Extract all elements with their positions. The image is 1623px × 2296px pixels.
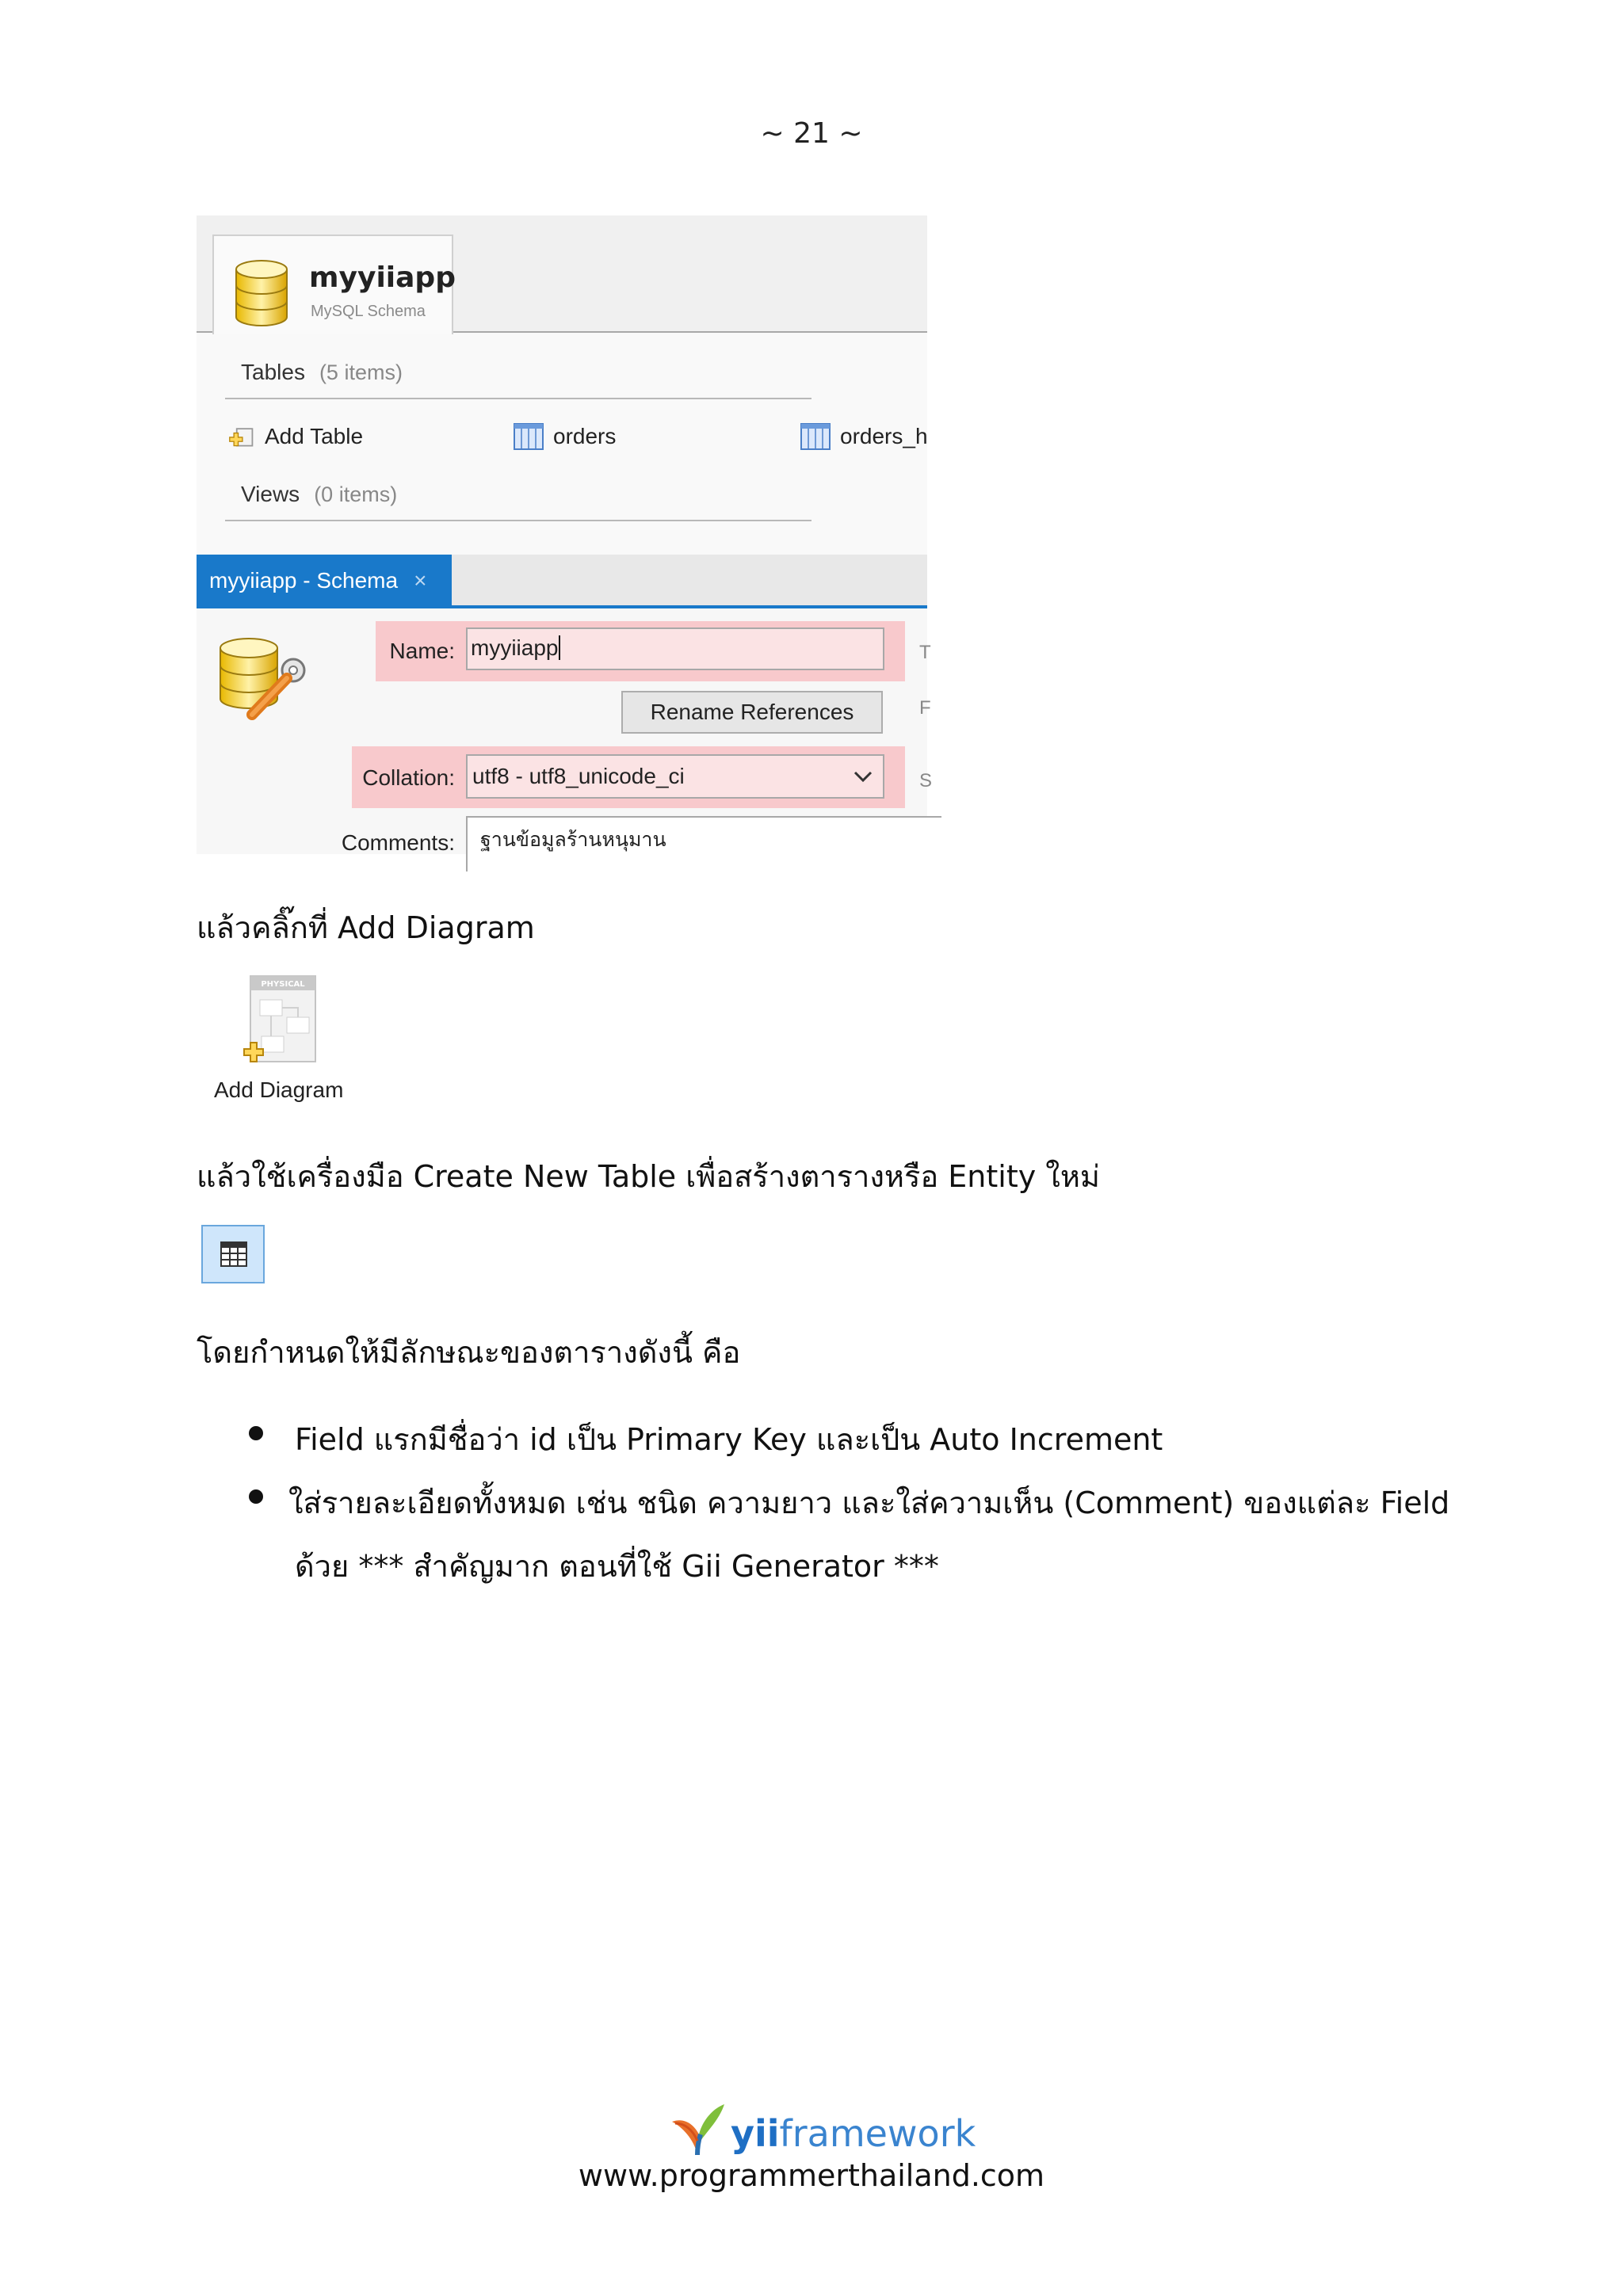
table-grid-icon <box>220 1241 247 1267</box>
divider <box>225 398 812 399</box>
comments-textarea[interactable] <box>466 816 941 871</box>
add-table-icon <box>228 423 255 450</box>
schema-settings-icon <box>214 635 312 727</box>
collation-label: Collation: <box>362 765 455 790</box>
views-count: (0 items) <box>314 482 398 506</box>
edge-letter: F <box>919 697 931 719</box>
table-item-orders[interactable] <box>514 423 616 450</box>
collation-value: utf8 - utf8_unicode_ci <box>472 764 685 788</box>
edge-letter: T <box>919 642 931 663</box>
add-diagram-icon[interactable] <box>242 976 317 1070</box>
diagram-thumb-caption: PHYSICAL <box>261 980 305 989</box>
tab-label: myyiiapp - Schema <box>209 568 399 593</box>
tables-section-header <box>241 360 403 385</box>
instruction-table-properties: โดยกำหนดให้มีลักษณะของตารางดังนี้ คือ <box>197 1335 741 1370</box>
table-icon <box>800 423 831 450</box>
chevron-down-icon <box>853 769 873 784</box>
tables-count: (5 items) <box>319 360 403 384</box>
views-label: Views <box>241 482 300 506</box>
name-label: Name: <box>389 639 455 663</box>
bullet-item: ใส่รายละเอียดทั้งหมด เช่น ชนิด ความยาว และใส่ความเห็น (Comment) ของแต่ละ Field <box>288 1486 1450 1520</box>
create-new-table-button[interactable] <box>201 1225 265 1283</box>
schema-tab[interactable] <box>212 235 456 334</box>
schema-subtitle: MySQL Schema <box>311 303 426 320</box>
table-icon <box>514 423 544 450</box>
table-label: orders <box>553 424 617 448</box>
schema-screenshot <box>197 215 933 855</box>
bullet-item-continuation: ด้วย *** สำคัญมาก ตอนที่ใช้ Gii Generator *** <box>295 1549 939 1584</box>
footer-url: www.programmerthailand.com <box>578 2158 1045 2193</box>
page-number: ~ 21 ~ <box>760 117 863 150</box>
divider <box>225 520 812 521</box>
name-input[interactable] <box>466 627 884 670</box>
bullet-marker <box>249 1426 263 1440</box>
add-diagram-label[interactable]: Add Diagram <box>214 1077 344 1102</box>
schema-title: myyiiapp <box>309 261 456 294</box>
logo-text-yii: yii <box>731 2112 780 2155</box>
yii-leaf-icon <box>670 2100 726 2157</box>
rename-references-button[interactable]: Rename References <box>621 691 883 734</box>
bullet-marker <box>249 1489 263 1504</box>
comments-value: ฐานข้อมูลร้านหนุมาน <box>480 828 666 851</box>
name-value: myyiiapp <box>471 635 559 660</box>
table-item-orders-h[interactable] <box>800 423 928 450</box>
instruction-add-diagram: แล้วคลิ๊กที่ Add Diagram <box>197 910 535 945</box>
instruction-create-table: แล้วใช้เครื่องมือ Create New Table เพื่อสร้างตารางหรือ Entity ใหม่ <box>197 1159 1100 1194</box>
edge-letter: S <box>919 770 933 791</box>
add-table-item[interactable] <box>228 423 363 450</box>
collation-select[interactable] <box>466 754 884 799</box>
tab-schema-editor[interactable] <box>197 555 452 607</box>
logo-text-framework: framework <box>779 2112 976 2155</box>
tables-label: Tables <box>241 360 305 384</box>
database-icon <box>233 258 290 330</box>
add-table-label: Add Table <box>265 424 364 448</box>
schema-editor-body <box>197 608 933 855</box>
close-icon[interactable]: × <box>414 568 427 593</box>
views-section-header <box>241 482 397 507</box>
bullet-item: Field แรกมีชื่อว่า id เป็น Primary Key และเป็น Auto Increment <box>295 1422 1163 1457</box>
table-label: orders_h <box>840 424 928 448</box>
yii-framework-logo <box>670 2100 976 2157</box>
comments-label: Comments: <box>341 830 455 855</box>
